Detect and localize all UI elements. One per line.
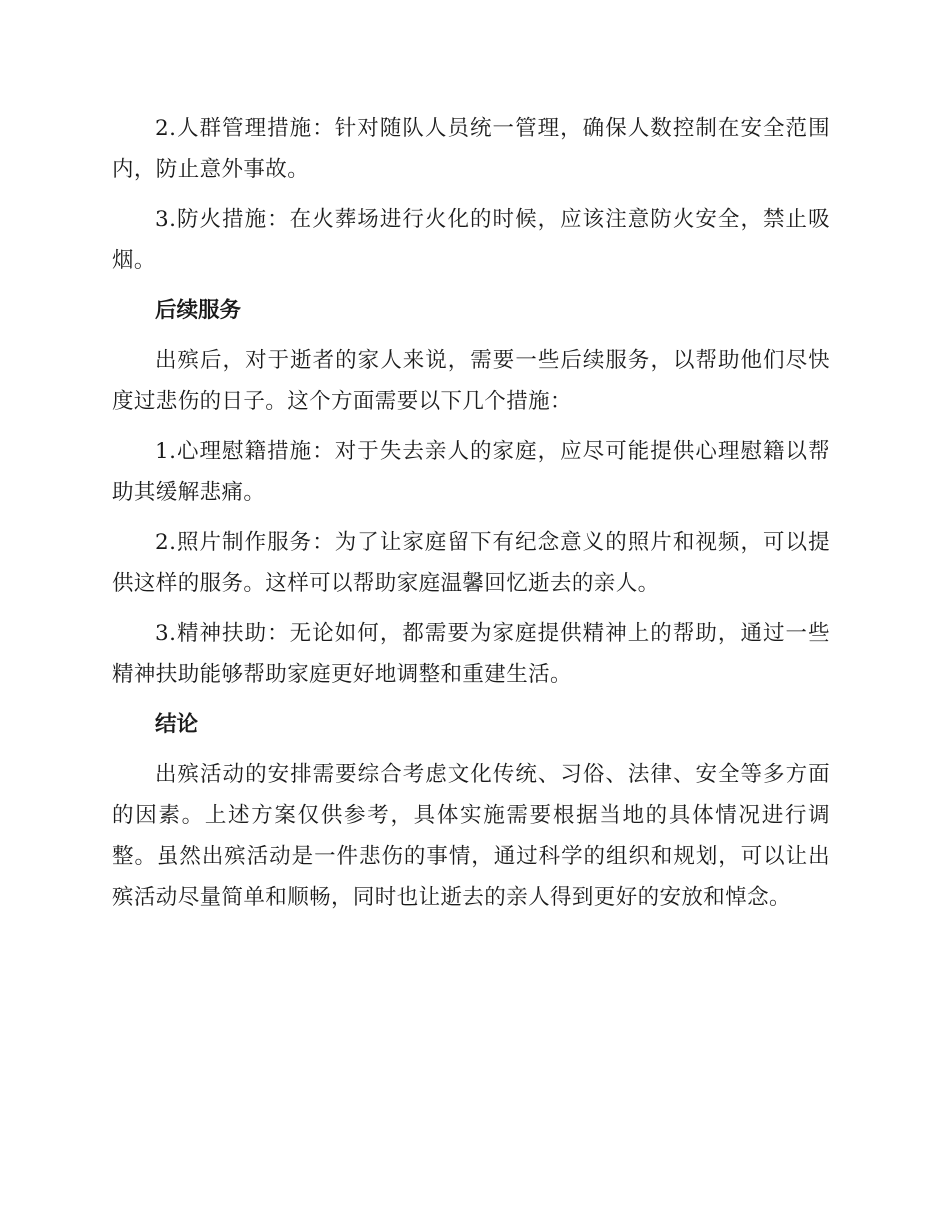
- heading-followup-services: 后续服务: [155, 298, 242, 323]
- paragraph-spiritual-support: 3.精神扶助：无论如何，都需要为家庭提供精神上的帮助，通过一些精神扶助能够帮助家庭更好地调整和重建生活。: [112, 621, 830, 687]
- document-page: [112, 108, 830, 927]
- paragraph-psychological-comfort: 1.心理慰籍措施：对于失去亲人的家庭，应尽可能提供心理慰籍以帮助其缓解悲痛。: [112, 439, 830, 505]
- paragraph-followup-intro: 出殡后，对于逝者的家人来说，需要一些后续服务，以帮助他们尽快度过悲伤的日子。这个方面需要以下几个措施：: [112, 348, 830, 414]
- paragraph-fire-prevention: 3.防火措施：在火葬场进行火化的时候，应该注意防火安全，禁止吸烟。: [112, 207, 830, 273]
- paragraph-conclusion: 出殡活动的安排需要综合考虑文化传统、习俗、法律、安全等多方面的因素。上述方案仅供参考，具体实施需要根据当地的具体情况进行调整。虽然出殡活动是一件悲伤的事情，通过科学的组织和规划，可以让出殡活动尽量简单和顺畅，同时也让逝去的亲人得到更好的安放和悼念。: [112, 762, 830, 910]
- paragraph-crowd-management: 2.人群管理措施：针对随队人员统一管理，确保人数控制在安全范围内，防止意外事故。: [112, 116, 830, 182]
- paragraph-photo-service: 2.照片制作服务：为了让家庭留下有纪念意义的照片和视频，可以提供这样的服务。这样可以帮助家庭温馨回忆逝去的亲人。: [112, 530, 830, 596]
- heading-conclusion: 结论: [155, 712, 199, 737]
